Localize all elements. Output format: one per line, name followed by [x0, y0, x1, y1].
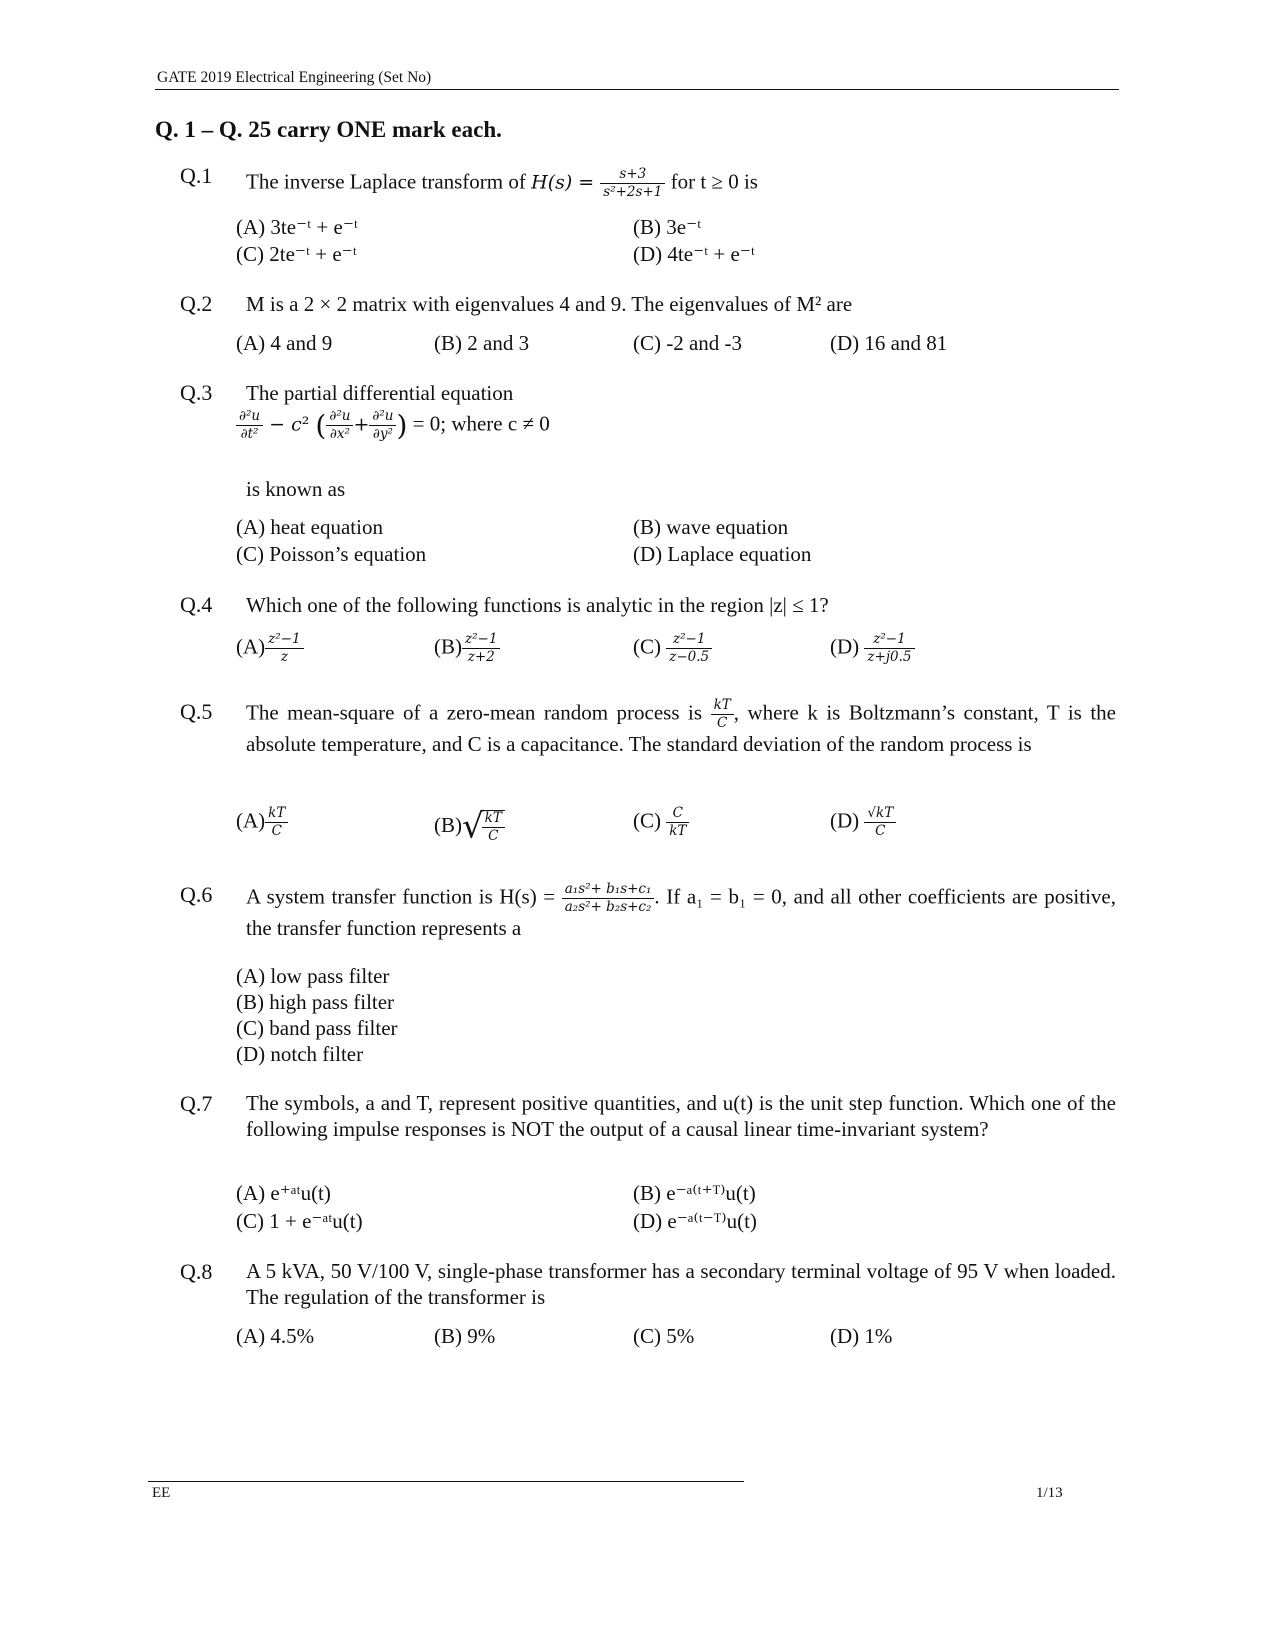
option-a[interactable]: (A) 3te⁻ᵗ + e⁻ᵗ — [236, 215, 358, 239]
question-number: Q.1 — [180, 163, 213, 188]
option-d[interactable]: (D) e⁻ᵃ⁽ᵗ⁻ᵀ⁾u(t) — [633, 1209, 757, 1233]
section-title: Q. 1 – Q. 25 carry ONE mark each. — [155, 117, 502, 142]
option-d[interactable]: (D) 1% — [830, 1324, 893, 1348]
question-number: Q.8 — [180, 1259, 213, 1284]
header-rule — [155, 89, 1119, 90]
option-c[interactable]: (C) 5% — [633, 1324, 695, 1348]
option-a[interactable]: (A) 4.5% — [236, 1324, 315, 1348]
question-text-2: is known as — [246, 477, 346, 501]
question-text: The mean-square of a zero-mean random process is $\frac{kT}{C}$ , where k is Boltzmann’s constant, T is the absolute temperature, and C is a capacitance. The standard deviation of the random process is — [246, 697, 1116, 756]
option-c[interactable]: (C) 1 + e⁻ᵃᵗu(t) — [236, 1209, 363, 1233]
option-a[interactable]: (A) e⁺ᵃᵗu(t) — [236, 1181, 331, 1205]
option-b[interactable]: (B) $\frac{\text{z²−1}}{z+2}$ — [434, 632, 500, 665]
question-text: A 5 kVA, 50 V/100 V, single-phase transformer has a secondary terminal voltage of 95 V when loaded. The regulation of the transformer is — [246, 1259, 1116, 1309]
option-c[interactable]: (C) Poisson’s equation — [236, 542, 427, 566]
option-b[interactable]: (B) 9% — [434, 1324, 496, 1348]
sqrt-symbol: √ $\frac{kT}{C}$ — [462, 810, 505, 844]
page-number: 1/13 — [1036, 1485, 1063, 1501]
option-c[interactable]: (C) band pass filter — [236, 1016, 398, 1040]
option-a[interactable]: (A) $\frac{kT}{C}$ — [236, 806, 288, 839]
question-number: Q.4 — [180, 592, 213, 617]
option-a[interactable]: (A) heat equation — [236, 515, 383, 539]
question-number: Q.5 — [180, 699, 213, 724]
fraction: $\frac{s+3}{\text{s²+2s+1}}$ — [600, 167, 665, 200]
option-b[interactable]: (B) high pass filter — [236, 990, 395, 1014]
option-b[interactable]: (B)√ $\frac{kT}{C}$ — [434, 810, 505, 844]
option-d[interactable]: (D) $\frac{\text{z²−1}}{z+j0.5}$ — [830, 632, 915, 665]
option-a[interactable]: (A) low pass filter — [236, 964, 390, 988]
question-text: The inverse Laplace transform of H(s) = $\frac{s+3}{\text{s²+2s+1}}$ for t ≥ 0 is — [246, 166, 758, 200]
option-b[interactable]: (B) 2 and 3 — [434, 331, 530, 355]
question-text: A system transfer function is H(s) = $\frac{\text{a₁s²+ b₁s+c₁}}{\text{a₂s²+ b₂s+c₂}}$ . If a₁ = b₁ = 0, and all other coefficients are positive, the transfer function represents a — [246, 881, 1116, 940]
question-number: Q.6 — [180, 882, 213, 907]
question-number: Q.3 — [180, 380, 213, 405]
question-text: M is a 2 × 2 matrix with eigenvalues 4 and 9. The eigenvalues of M² are — [246, 292, 853, 316]
pde-equation: $\frac{\text{∂²u}}{\text{∂t²}}$ − c² ( $\frac{\text{∂²u}}{\text{∂x²}}$ + $\frac{\text{∂²u}}{\text{∂y²}}$ ) = 0; where c ≠ 0 — [236, 409, 550, 442]
option-d[interactable]: (D) 16 and 81 — [830, 331, 948, 355]
option-d[interactable]: (D) 4te⁻ᵗ + e⁻ᵗ — [633, 242, 755, 266]
option-d[interactable]: (D) $\frac{√kT}{C}$ — [830, 806, 896, 839]
option-b[interactable]: (B) 3e⁻ᵗ — [633, 215, 702, 239]
option-b[interactable]: (B) e⁻ᵃ⁽ᵗ⁺ᵀ⁾u(t) — [633, 1181, 756, 1205]
question-text: The symbols, a and T, represent positive quantities, and u(t) is the unit step function. Which one of the following impulse responses is NOT the output of a causal linear time-invariant system? — [246, 1091, 1116, 1141]
question-text: Which one of the following functions is analytic in the region |z| ≤ 1? — [246, 593, 829, 617]
question-number: Q.7 — [180, 1091, 213, 1116]
question-number: Q.2 — [180, 291, 213, 316]
option-c[interactable]: (C) 2te⁻ᵗ + e⁻ᵗ — [236, 242, 357, 266]
option-c[interactable]: (C) $\frac{C}{kT}$ — [633, 806, 689, 839]
option-a[interactable]: (A) 4 and 9 — [236, 331, 333, 355]
footer-subject: EE — [152, 1485, 171, 1501]
option-c[interactable]: (C) -2 and -3 — [633, 331, 743, 355]
question-text: The partial differential equation — [246, 381, 514, 405]
option-a[interactable]: (A) $\frac{\text{z²−1}}{z}$ — [236, 632, 304, 665]
option-c[interactable]: (C) $\frac{\text{z²−1}}{z-0.5}$ — [633, 632, 712, 665]
header-title: GATE 2019 Electrical Engineering (Set No) — [157, 69, 432, 86]
option-d[interactable]: (D) Laplace equation — [633, 542, 812, 566]
option-d[interactable]: (D) notch filter — [236, 1042, 364, 1066]
footer-rule — [148, 1481, 744, 1482]
option-b[interactable]: (B) wave equation — [633, 515, 789, 539]
